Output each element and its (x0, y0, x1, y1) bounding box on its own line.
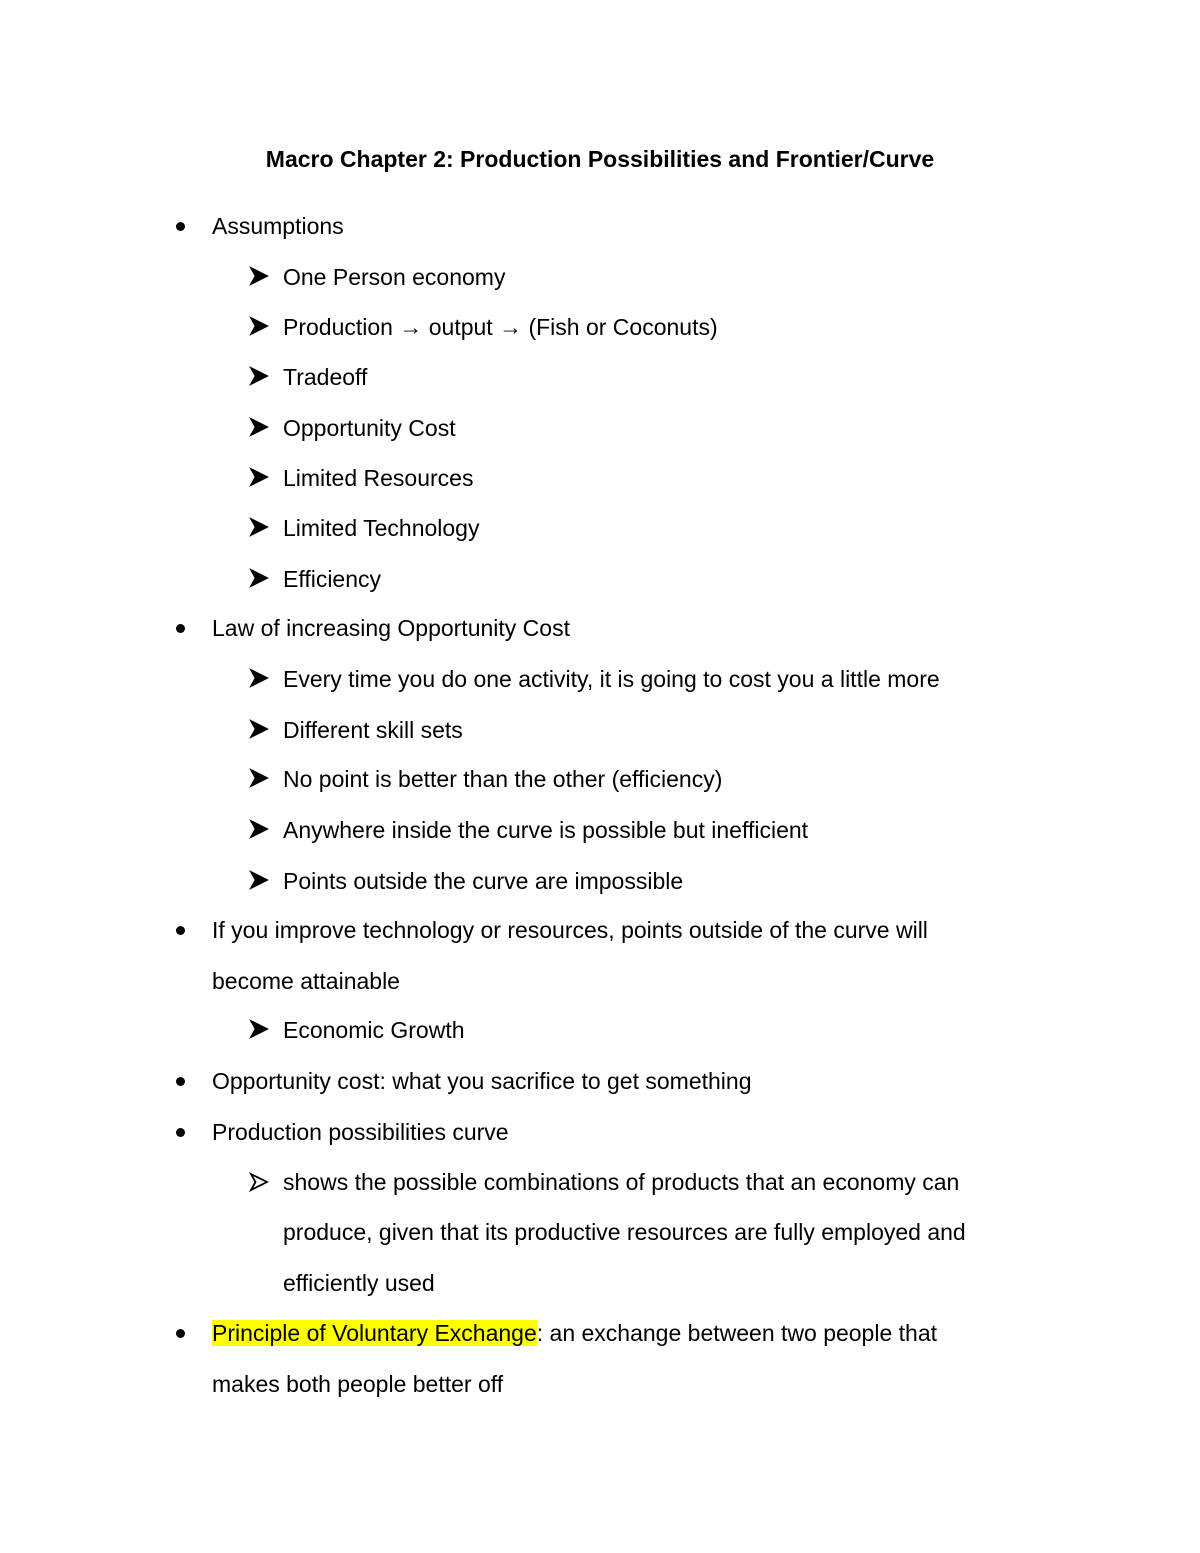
arrowhead-bullet-icon (248, 365, 270, 387)
list-item: Anywhere inside the curve is possible but inefficient (283, 817, 809, 843)
list-item: Limited Resources (283, 465, 474, 491)
list-item: Efficiency (283, 566, 382, 592)
ppc-definition-line3: efficiently used (283, 1270, 435, 1296)
ppc-heading: Production possibilities curve (212, 1119, 509, 1145)
list-item: Tradeoff (283, 364, 368, 390)
law-heading: Law of increasing Opportunity Cost (212, 615, 570, 641)
opportunity-cost-definition: Opportunity cost: what you sacrifice to get something (212, 1068, 752, 1094)
bullet-dot-icon (176, 1077, 185, 1086)
list-item: Economic Growth (283, 1017, 465, 1043)
arrowhead-outline-bullet-icon (249, 1172, 269, 1192)
improve-text-line1: If you improve technology or resources, points outside of the curve will (212, 917, 928, 943)
ppc-definition-line1: shows the possible combinations of products that an economy can (283, 1169, 960, 1195)
arrowhead-bullet-icon (248, 718, 270, 740)
arrowhead-bullet-icon (248, 516, 270, 538)
bullet-dot-icon (176, 1329, 185, 1338)
voluntary-exchange-definition: : an exchange between two people that (536, 1320, 938, 1346)
list-item: One Person economy (283, 264, 506, 290)
voluntary-exchange-line1 (212, 1315, 937, 1351)
arrowhead-bullet-icon (248, 466, 270, 488)
list-item: Points outside the curve are impossible (283, 868, 684, 894)
highlighted-term: Principle of Voluntary Exchange (212, 1320, 537, 1346)
arrowhead-bullet-icon (248, 567, 270, 589)
ppc-definition-line2: produce, given that its productive resources are fully employed and (283, 1219, 966, 1245)
voluntary-exchange-line2: makes both people better off (212, 1371, 504, 1397)
assumptions-heading: Assumptions (212, 213, 344, 239)
arrowhead-bullet-icon (248, 1018, 270, 1040)
arrowhead-bullet-icon (248, 818, 270, 840)
arrowhead-bullet-icon (248, 767, 270, 789)
list-item: Opportunity Cost (283, 415, 456, 441)
list-item: Limited Technology (283, 515, 480, 541)
improve-text-line2: become attainable (212, 968, 400, 994)
arrowhead-bullet-icon (248, 315, 270, 337)
arrowhead-bullet-icon (248, 667, 270, 689)
page-title: Macro Chapter 2: Production Possibilities and Frontier/Curve (265, 146, 935, 172)
arrowhead-bullet-icon (248, 416, 270, 438)
list-item: Production → output → (Fish or Coconuts) (283, 314, 718, 340)
bullet-dot-icon (176, 222, 185, 231)
list-item: Every time you do one activity, it is going to cost you a little more (283, 666, 940, 692)
bullet-dot-icon (176, 624, 185, 633)
bullet-dot-icon (176, 926, 185, 935)
bullet-dot-icon (176, 1128, 185, 1137)
list-item: Different skill sets (283, 717, 463, 743)
arrowhead-bullet-icon (248, 265, 270, 287)
arrowhead-bullet-icon (248, 869, 270, 891)
list-item: No point is better than the other (efficiency) (283, 766, 723, 792)
